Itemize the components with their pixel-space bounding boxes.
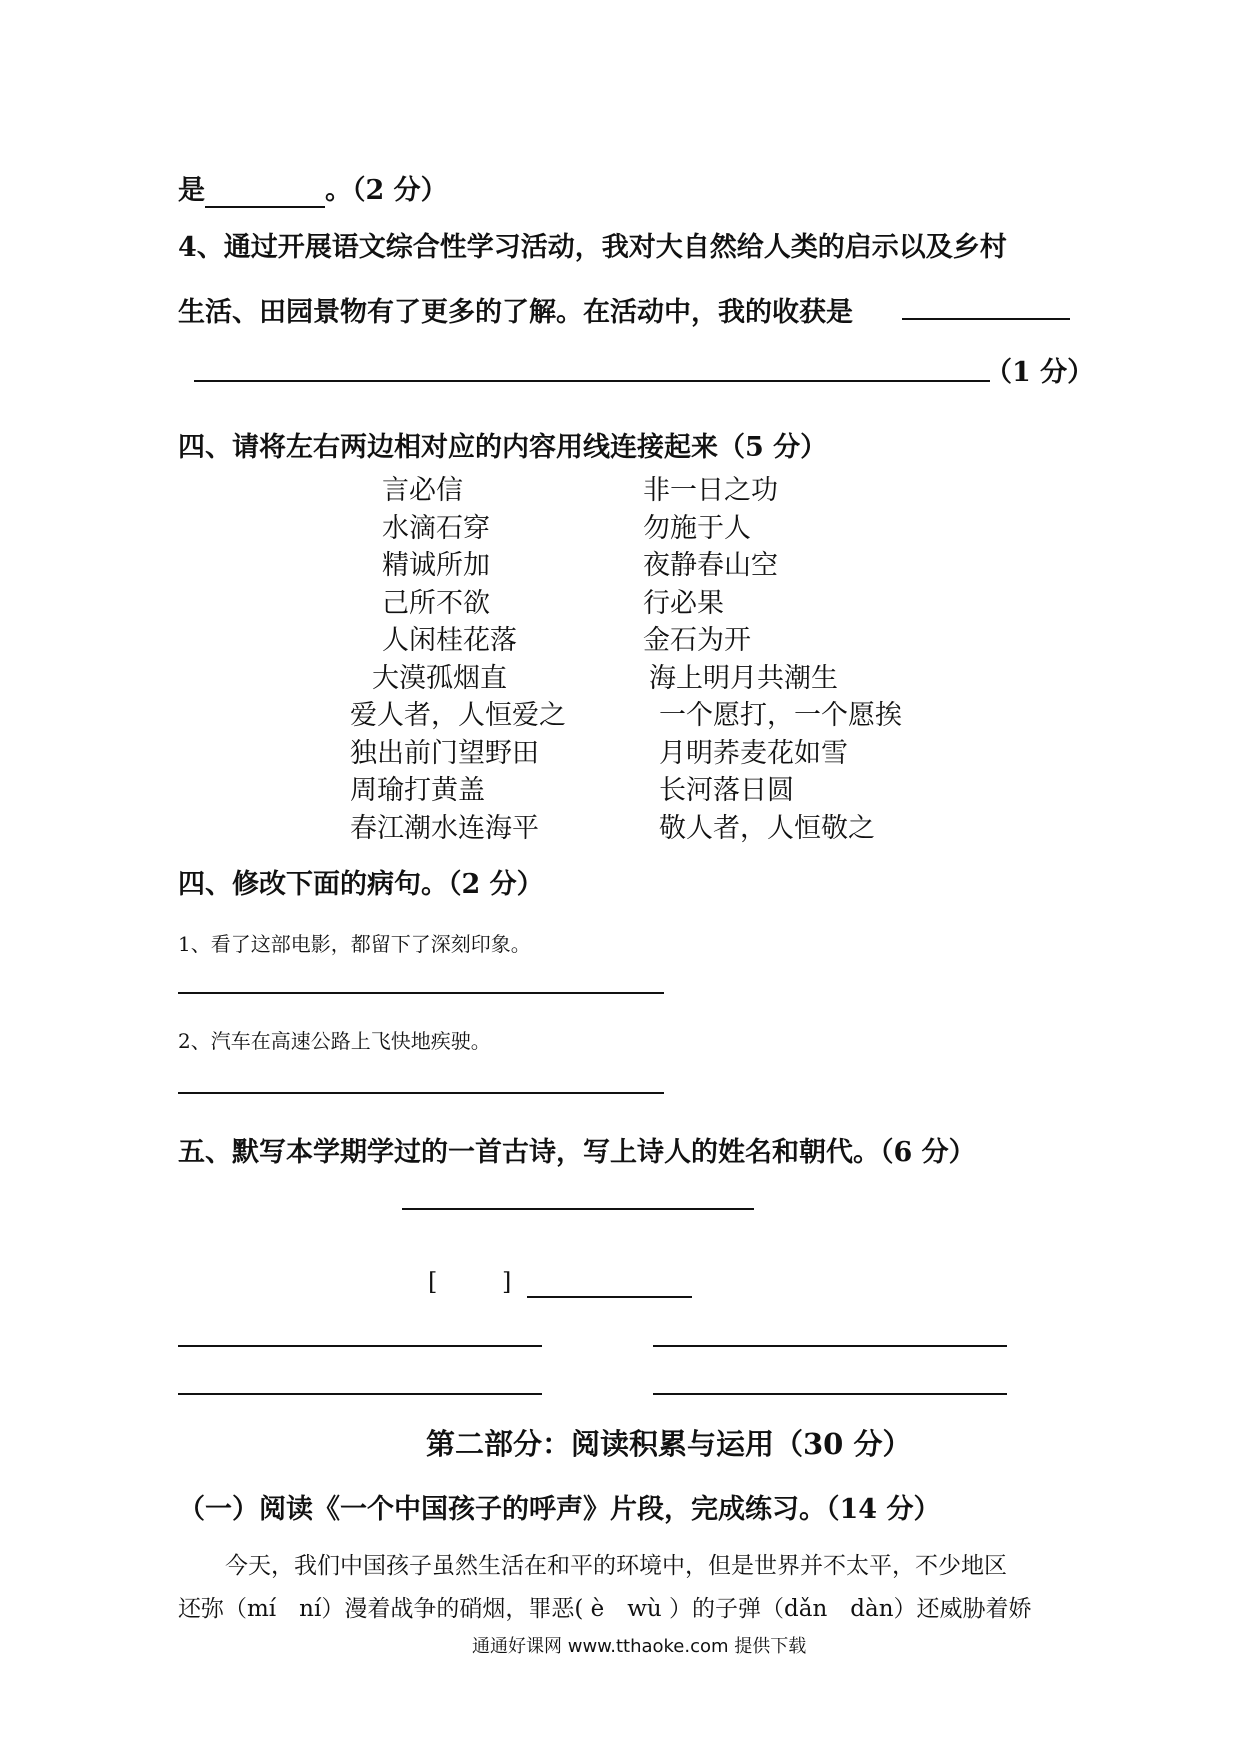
match-right-item[interactable]: 行必果 <box>643 587 724 619</box>
match-right-column <box>643 472 902 847</box>
poem-verse-line-3[interactable] <box>178 1393 542 1395</box>
q4-score: （1 分） <box>985 357 1095 388</box>
match-right-item[interactable]: 非一日之功 <box>643 475 778 506</box>
q3-tail <box>178 168 448 208</box>
match-left-item[interactable]: 周瑜打黄盖 <box>350 775 485 806</box>
poem-dynasty-bracket-open: [ <box>428 1268 438 1296</box>
reading-subsection-title: （一）阅读《一个中国孩子的呼声》片段，完成练习。（14 分） <box>178 1494 941 1525</box>
fix-item-2: 2、汽车在高速公路上飞快地疾驶。 <box>178 1029 491 1053</box>
match-left-item[interactable]: 己所不欲 <box>382 587 490 619</box>
q3-answer-blank[interactable] <box>205 175 325 208</box>
poem-verse-line-2[interactable] <box>653 1345 1007 1347</box>
match-right-item[interactable]: 海上明月共潮生 <box>649 662 838 694</box>
match-section-title: 四、请将左右两边相对应的内容用线连接起来（5 分） <box>178 432 828 463</box>
q4-answer-line-2[interactable] <box>194 380 990 382</box>
match-left-item[interactable]: 大漠孤烟直 <box>372 662 507 694</box>
fix-answer-line-1[interactable] <box>178 992 664 994</box>
q4-line1: 4、通过开展语文综合性学习活动，我对大自然给人类的启示以及乡村 <box>178 232 1007 263</box>
match-right-item[interactable]: 勿施于人 <box>643 512 751 544</box>
match-right-item[interactable]: 敬人者，人恒敬之 <box>659 812 875 844</box>
fix-item-1: 1、看了这部电影，都留下了深刻印象。 <box>178 932 531 956</box>
q4-line2: 生活、田园景物有了更多的了解。在活动中，我的收获是 <box>178 297 853 328</box>
q3-prefix: 是 <box>178 175 205 206</box>
match-left-item[interactable]: 水滴石穿 <box>382 512 490 544</box>
passage-line-1: 今天，我们中国孩子虽然生活在和平的环境中，但是世界并不太平，不少地区 <box>225 1553 1007 1579</box>
q3-suffix: 。（2 分） <box>325 175 448 206</box>
fix-answer-line-2[interactable] <box>178 1092 664 1094</box>
match-left-item[interactable]: 春江潮水连海平 <box>350 812 539 844</box>
match-right-item[interactable]: 长河落日圆 <box>659 775 794 806</box>
poem-dynasty-bracket-close: ] <box>502 1268 512 1296</box>
match-left-item[interactable]: 人闲桂花落 <box>382 625 517 656</box>
match-left-item[interactable]: 独出前门望野田 <box>350 737 539 769</box>
fix-section-title: 四、修改下面的病句。（2 分） <box>178 869 544 900</box>
match-left-column <box>350 472 566 847</box>
match-right-item[interactable]: 月明荞麦花如雪 <box>659 737 848 769</box>
match-right-item[interactable]: 一个愿打，一个愿挨 <box>659 700 902 731</box>
match-left-item[interactable]: 言必信 <box>382 475 463 506</box>
q4-answer-line-1[interactable] <box>902 318 1070 320</box>
poem-section-title: 五、默写本学期学过的一首古诗，写上诗人的姓名和朝代。（6 分） <box>178 1137 976 1168</box>
page-footer: 通通好课网 www.tthaoke.com 提供下载 <box>472 1636 807 1657</box>
passage-line-2: 还弥（mí ní）漫着战争的硝烟，罪恶( è wù ）的子弹（dǎn dàn）还威胁着娇 <box>178 1596 1032 1622</box>
match-left-item[interactable]: 爱人者，人恒爱之 <box>350 700 566 731</box>
match-left-item[interactable]: 精诚所加 <box>382 550 490 581</box>
poem-title-line[interactable] <box>402 1208 754 1210</box>
match-right-item[interactable]: 金石为开 <box>643 625 751 656</box>
match-right-item[interactable]: 夜静春山空 <box>643 550 778 581</box>
poem-author-line[interactable] <box>527 1296 692 1298</box>
poem-verse-line-4[interactable] <box>653 1393 1007 1395</box>
poem-verse-line-1[interactable] <box>178 1345 542 1347</box>
part2-title: 第二部分：阅读积累与运用（30 分） <box>426 1427 912 1461</box>
